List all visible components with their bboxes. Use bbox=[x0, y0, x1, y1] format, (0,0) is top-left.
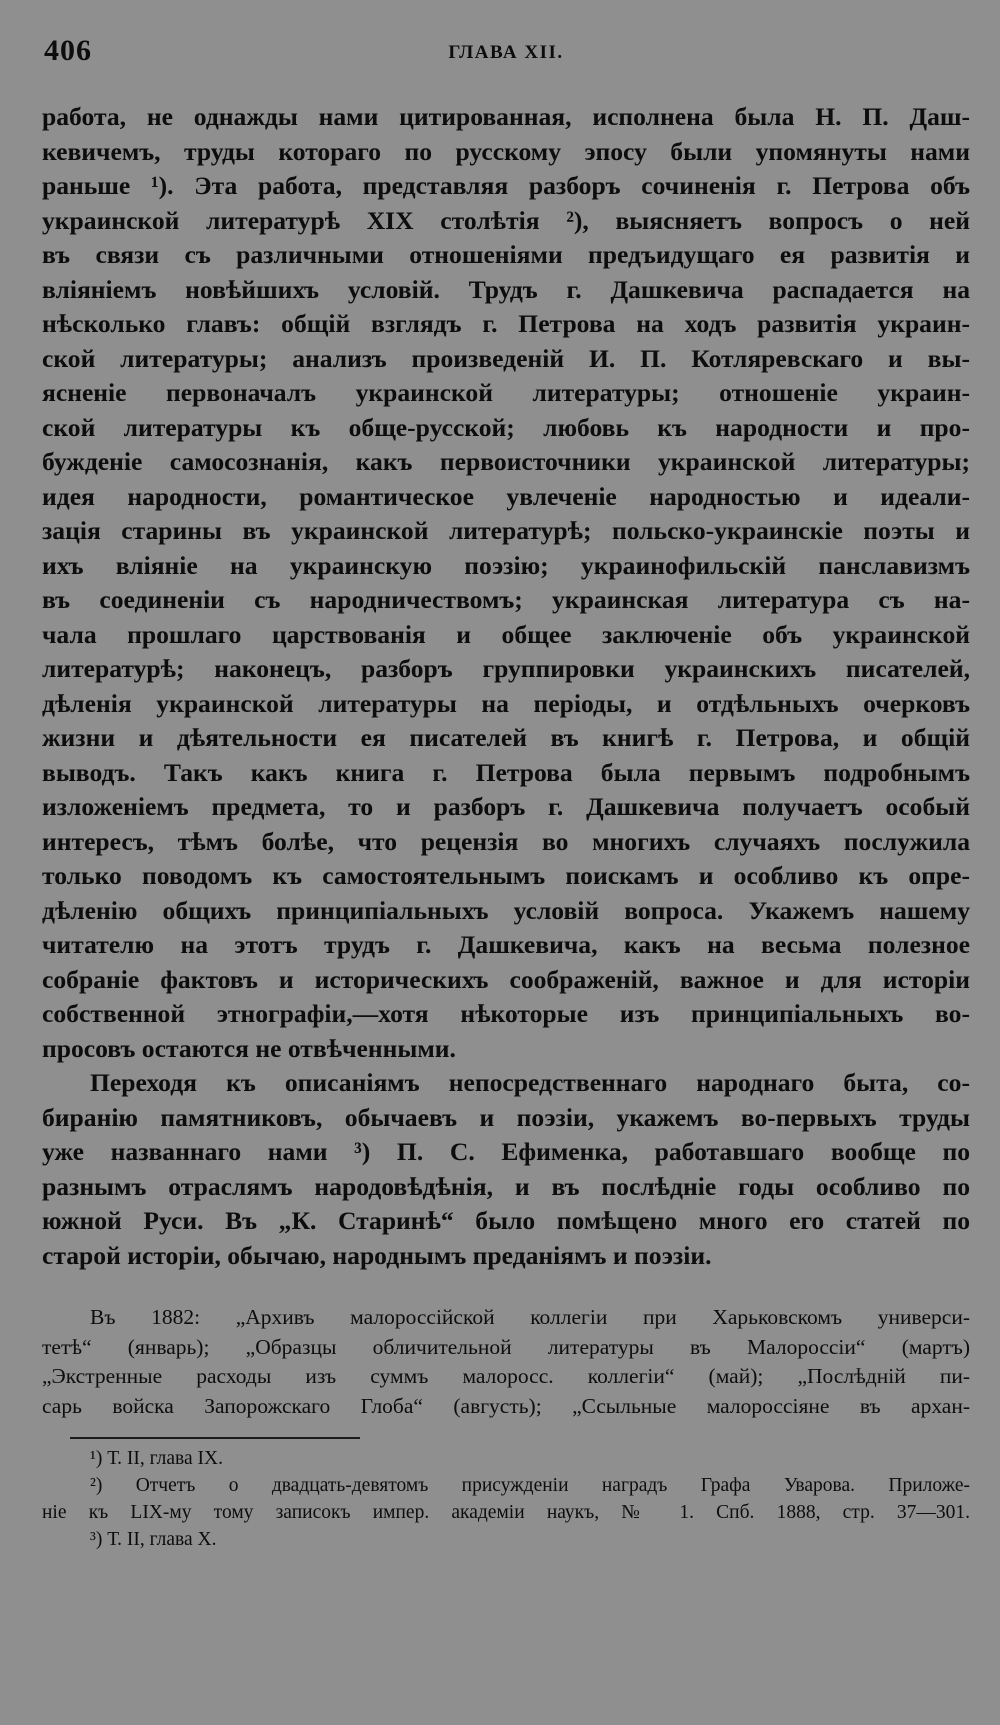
text-line: выводъ. Такъ какъ книга г. Петрова была первымъ подробнымъ bbox=[42, 757, 970, 787]
running-head: ГЛАВА XII. bbox=[448, 42, 564, 63]
text-line: въ соединеніи съ народничествомъ; украинская литература съ на- bbox=[42, 585, 970, 614]
footnote-2-line-1: ²) Отчетъ о двадцать-девятомъ присужденіи наградъ Графа Уварова. Приложе- bbox=[90, 1475, 970, 1496]
text-line: кевичемъ, труды котораго по русскому эпосу были упомянуты нами bbox=[42, 136, 970, 166]
footnote-3: ³) Т. II, глава X. bbox=[90, 1529, 217, 1550]
text-line: зація старины въ украинской литературѣ; польско-украинскіе поэты и bbox=[42, 516, 970, 545]
text-line: украинской литературѣ XIX столѣтія ²), выясняетъ вопросъ о ней bbox=[42, 205, 970, 235]
text-line: изложеніемъ предмета, то и разборъ г. Дашкевича получаетъ особый bbox=[42, 792, 970, 821]
text-line: просовъ остаются не отвѣченными. bbox=[42, 1033, 456, 1063]
text-line: раньше ¹). Эта работа, представляя разборъ сочиненія г. Петрова объ bbox=[42, 171, 970, 200]
text-line: бужденіе самосознанія, какъ первоисточники украинской литературы; bbox=[42, 447, 970, 476]
footnotes bbox=[42, 1445, 970, 1553]
small-text-line: „Экстренные расходы изъ суммъ малоросс. коллегіи“ (май); „Послѣдній пи- bbox=[42, 1364, 970, 1388]
text-line: разнымъ отраслямъ народовѣдѣнія, и въ послѣдніе годы особливо по bbox=[42, 1171, 970, 1201]
text-line: Переходя къ описаніямъ непосредственнаго народнаго быта, со- bbox=[90, 1068, 970, 1097]
footnote-1: ¹) Т. II, глава IX. bbox=[90, 1448, 223, 1469]
text-line: интересъ, тѣмъ болѣе, что рецензія во многихъ случаяхъ послужила bbox=[42, 826, 970, 856]
text-line: дѣленію общихъ принципіальныхъ условій вопроса. Укажемъ нашему bbox=[42, 895, 970, 925]
text-line: уже названнаго нами ³) П. С. Ефименка, работавшаго вообще по bbox=[42, 1137, 970, 1166]
text-line: собраніе фактовъ и историческихъ соображеній, важное и для исторіи bbox=[42, 964, 970, 994]
text-line: идея народности, романтическое увлеченіе народностью и идеали- bbox=[42, 481, 970, 511]
text-line: чала прошлаго царствованія и общее заключеніе объ украинской bbox=[42, 619, 970, 649]
text-line: ской литературы къ обще-русской; любовь къ народности и про- bbox=[42, 412, 970, 442]
small-text-line: Въ 1882: „Архивъ малороссійской коллегіи при Харьковскомъ универси- bbox=[90, 1305, 970, 1329]
text-line: литературѣ; наконецъ, разборъ группировки украинскихъ писателей, bbox=[42, 654, 970, 683]
text-line: ясненіе первоначалъ украинской литературы; отношеніе украин- bbox=[42, 378, 970, 407]
text-line: старой исторіи, обычаю, народнымъ преданіямъ и поэзіи. bbox=[42, 1240, 712, 1270]
text-line: нѣсколько главъ: общій взглядъ г. Петрова на ходъ развитія украин- bbox=[42, 309, 970, 338]
text-line: работа, не однажды нами цитированная, исполнена была Н. П. Даш- bbox=[42, 102, 970, 131]
paragraph-2 bbox=[42, 1066, 970, 1273]
body-text bbox=[42, 100, 970, 1553]
page-header bbox=[42, 34, 970, 76]
text-line: собственной этнографіи,—хотя нѣкоторые изъ принципіальныхъ во- bbox=[42, 999, 970, 1028]
text-line: биранію памятниковъ, обычаевъ и поэзіи, укажемъ во-первыхъ труды bbox=[42, 1102, 970, 1132]
footnote-divider bbox=[70, 1437, 360, 1439]
text-line: вліяніемъ новѣйшихъ условій. Трудъ г. Дашкевича распадается на bbox=[42, 274, 970, 304]
page-number: 406 bbox=[44, 34, 92, 67]
footnote-2-line-2: ніе къ LIX-му тому записокъ импер. академіи наукъ, № 1. Спб. 1888, стр. 37—301. bbox=[42, 1502, 970, 1523]
small-text-line: сарь войска Запорожскаго Глоба“ (августь); „Ссыльные малороссіяне въ архан- bbox=[42, 1393, 970, 1418]
text-line: только поводомъ къ самостоятельнымъ поискамъ и особливо къ опре- bbox=[42, 861, 970, 890]
small-print-paragraph bbox=[42, 1303, 970, 1421]
text-line: ской литературы; анализъ произведеній И. П. Котляревскаго и вы- bbox=[42, 343, 970, 373]
text-line: въ связи съ различными отношеніями предъидущаго ея развитія и bbox=[42, 240, 970, 269]
text-line: дѣленія украинской литературы на періоды, и отдѣльныхъ очерковъ bbox=[42, 688, 970, 718]
text-line: ихъ вліяніе на украинскую поэзію; украинофильскій панславизмъ bbox=[42, 550, 970, 580]
small-text-line: тетѣ“ (январь); „Образцы обличительной литературы въ Малороссіи“ (мартъ) bbox=[42, 1334, 970, 1359]
paragraph-1 bbox=[42, 100, 970, 1066]
book-page bbox=[42, 34, 970, 1553]
text-line: жизни и дѣятельности ея писателей въ книгѣ г. Петрова, и общій bbox=[42, 723, 970, 752]
text-line: читателю на этотъ трудъ г. Дашкевича, какъ на весьма полезное bbox=[42, 930, 970, 959]
text-line: южной Руси. Въ „К. Старинѣ“ было помѣщено много его статей по bbox=[42, 1206, 970, 1235]
